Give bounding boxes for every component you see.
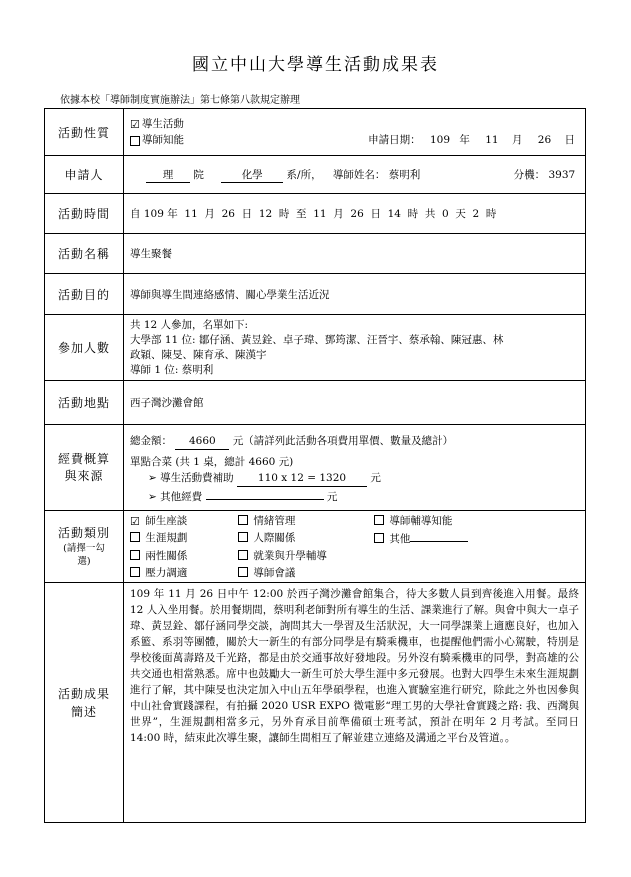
category-hint: (請擇一勾 — [63, 543, 105, 554]
apply-day-unit: 日 — [564, 134, 575, 146]
budget-detail: 單點合菜 (共 1 桌，總計 4660 元) — [130, 456, 294, 468]
category-cell — [124, 511, 586, 583]
category-option[interactable] — [374, 530, 494, 546]
dept-value: 化學 — [221, 167, 283, 183]
arrow-icon: ➢ — [148, 472, 157, 484]
location-value: 西子灣沙灘會館 — [124, 381, 586, 425]
category-option-label: 人際關係 — [253, 532, 296, 544]
category-option[interactable] — [238, 565, 374, 580]
option-mentor-knowledge: 導師知能 — [142, 134, 184, 146]
category-option-label: 生涯規劃 — [145, 532, 188, 544]
category-checkbox[interactable] — [130, 532, 140, 542]
other-funding-value — [206, 487, 324, 500]
participants-count: 共 12 人參加，名單如下: — [130, 319, 249, 331]
subsidy-value: 110 x 12 = 1320 — [237, 470, 367, 487]
category-option[interactable] — [238, 530, 374, 546]
category-checkbox[interactable] — [238, 567, 248, 577]
category-option-label: 壓力調適 — [145, 567, 188, 579]
option-student-activity: 導生活動 — [141, 118, 184, 130]
budget-label-line1: 經費概算 — [57, 451, 110, 466]
arrow-icon: ➢ — [148, 491, 157, 503]
category-option-label: 師生座談 — [145, 515, 188, 527]
college-value: 理 — [146, 167, 190, 183]
summary-text: 109 年 11 月 26 日中午 12:00 於西子灣沙灘會館集合，待大多數人員到齊後進入用餐。最終 12 人入坐用餐。於用餐期間，蔡明利老師對所有導生的生活、課業進行了解。與會中與大一卓子瑋、黃昱銓、鄒仔涵同學交談，詢問其大一學習及生活狀況，大一同學課業上適應良好，也加入系籃、系羽等團體，關於大一新生的有部分同學是有騎乘機車，也提醒他們需小心駕駛，特別是學校後面萬壽路及千光路，都是由於交通事故好發地段。另外沒有騎乘機車的同學，對高雄的公共交通也相當熟悉。席中也鼓勵大一新生可於大學生涯中多元發展。也對大四學生未來生涯規劃進行了解，其中陳旻也決定加入中山五年學碩學程，也進入實驗室進行研究，除此之外也因參與中山社會實踐課程，有拍攝 2020 USR EXPO 微電影“理工男的大學社會實踐之路: 我、西灣與世界”，生涯規劃相當多元，另外育承目前準備碩士班考試，預計在明年 2 月考試。至同日 14:00 時，結束此次導生聚，讓師生間相互了解並建立連絡及溝通之平台及管道。。 — [124, 583, 586, 823]
nature-label: 活動性質 — [45, 109, 124, 156]
category-option[interactable] — [238, 548, 374, 563]
mentor-label: 導師姓名： — [332, 168, 386, 181]
name-label: 活動名稱 — [45, 234, 124, 274]
subsidy-unit: 元 — [370, 472, 381, 484]
apply-year: 109 — [429, 134, 451, 146]
participants-undergrad-cont: 政穎、陳旻、陳育承、陳漢宇 — [130, 349, 267, 361]
apply-month-unit: 月 — [511, 134, 523, 146]
category-checkbox[interactable] — [238, 550, 248, 560]
category-label — [45, 511, 124, 583]
category-option-label: 就業與升學輔導 — [253, 550, 327, 562]
category-option-label: 兩性關係 — [145, 550, 188, 562]
college-unit: 院 — [193, 168, 204, 181]
apply-month: 11 — [485, 134, 499, 146]
category-option[interactable] — [130, 513, 238, 528]
category-option[interactable] — [130, 548, 238, 563]
regulation-note: 依據本校「導師制度實施辦法」第七條第八款規定辦理 — [60, 95, 300, 106]
participants-label: 參加人數 — [45, 315, 124, 381]
purpose-label: 活動目的 — [45, 274, 124, 315]
category-option[interactable] — [130, 565, 238, 580]
summary-label-line2: 簡述 — [70, 704, 97, 719]
budget-label-line2: 與來源 — [64, 468, 104, 483]
other-funding-unit: 元 — [326, 491, 338, 503]
summary-label-line1: 活動成果 — [57, 686, 110, 701]
budget-label — [45, 425, 124, 511]
ext-label: 分機： — [513, 168, 546, 181]
total-value: 4660 — [175, 433, 229, 450]
participants-cell — [124, 315, 586, 381]
category-checkbox[interactable] — [238, 532, 248, 542]
location-label: 活動地點 — [45, 381, 124, 425]
subsidy-label: 導生活動費補助 — [160, 472, 234, 484]
budget-cell — [124, 425, 586, 511]
apply-date — [368, 132, 575, 148]
ext-value: 3937 — [548, 168, 576, 181]
apply-year-unit: 年 — [459, 134, 470, 146]
form-title: 國立中山大學導生活動成果表 — [192, 55, 439, 75]
nature-cell — [124, 109, 586, 156]
name-value: 導生聚餐 — [124, 234, 586, 274]
participants-undergrad: 大學部 11 位: 鄒仔涵、黃昱銓、卓子瑋、鄧筠潔、汪晉宇、蔡承翰、陳冠惠、林 — [130, 334, 504, 346]
other-category-input[interactable] — [410, 530, 468, 542]
category-checkbox[interactable] — [374, 533, 384, 543]
applicant-label: 申請人 — [45, 156, 124, 194]
checkbox-student-activity[interactable]: ☑ — [130, 118, 140, 131]
category-option-label: 導師輔導知能 — [389, 515, 453, 527]
category-option[interactable] — [238, 513, 374, 528]
time-label: 活動時間 — [45, 194, 124, 234]
activity-report-table — [44, 108, 586, 823]
category-checkbox[interactable] — [238, 515, 248, 525]
category-checkbox[interactable] — [374, 515, 384, 525]
dept-unit: 系/所， — [286, 168, 322, 181]
summary-label — [45, 583, 124, 823]
applicant-cell — [124, 156, 586, 194]
category-checkbox[interactable] — [130, 550, 140, 560]
category-option-label: 導師會議 — [253, 567, 296, 579]
category-option-label: 其他 — [389, 533, 411, 545]
category-option-label: 情緒管理 — [253, 515, 296, 527]
time-value: 自 109 年 11 月 26 日 12 時 至 11 月 26 日 14 時 共 0 天 2 時 — [124, 194, 586, 234]
mentor-name: 蔡明利 — [388, 168, 421, 181]
category-option[interactable] — [374, 513, 494, 528]
category-hint-cont: 選) — [77, 556, 91, 567]
category-checkbox[interactable]: ☑ — [130, 515, 140, 528]
checkbox-mentor-knowledge[interactable] — [130, 136, 140, 146]
participants-mentor: 導師 1 位: 蔡明利 — [130, 364, 214, 376]
purpose-value: 導師與導生間連絡感情、關心學業生活近況 — [124, 274, 586, 315]
total-label: 總金額： — [130, 435, 172, 447]
category-checkbox[interactable] — [130, 567, 140, 577]
category-title: 活動類別 — [57, 526, 110, 540]
apply-date-label: 申請日期： — [368, 134, 421, 146]
other-funding-label: 其他經費 — [160, 491, 203, 503]
category-option[interactable] — [130, 530, 238, 546]
total-note: 元（請詳列此活動各項費用單價、數量及總計） — [232, 435, 454, 447]
apply-day: 26 — [537, 134, 552, 146]
